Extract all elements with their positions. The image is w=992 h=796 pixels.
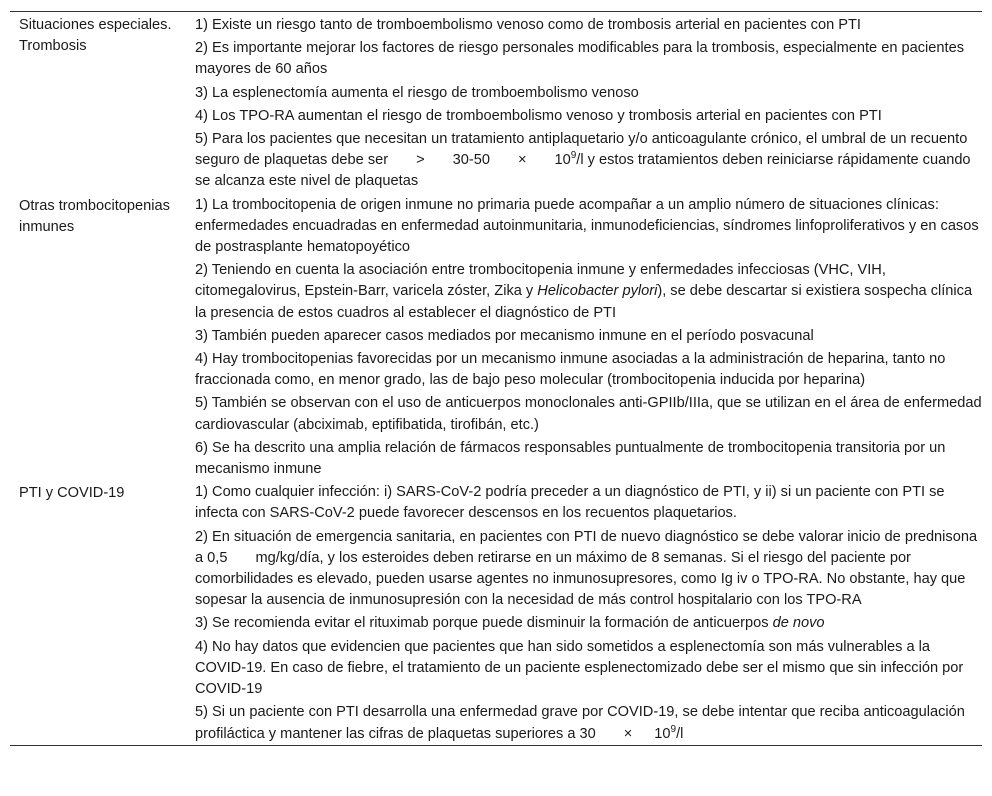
list-item: 3) La esplenectomía aumenta el riesgo de tromboembolismo venoso [195,84,639,101]
list-item: 4) No hay datos que evidencien que pacientes que han sido sometidos a esplenectomía son más vulnerables a la COVID-19. En caso de fiebre, el tratamiento de un paciente esplenectomizado debe ser el mismo que sin infección por COVID-19 [195,638,964,698]
item-text: 3) Se recomienda evitar el rituximab porque puede disminuir la formación de anticuerpos [195,615,769,632]
recommendations-table [10,11,982,746]
list-item: 6) Se ha descrito una amplia relación de fármacos responsables puntualmente de trombocitopenia transitoria por un mecanismo inmune [195,439,946,478]
item-text: 2) Teniendo en cuenta la asociación entre trombocitopenia inmune y enfermedades infecciosas (VHC, VIH, citomegalovirus, Epstein-Barr, varicela zóster, Zika y [195,262,886,300]
power-exponent: 9 [570,150,577,162]
section-label: Situaciones especiales. Trombosis [19,17,172,55]
power-exponent: 9 [670,723,677,735]
list-item [188,611,982,634]
table-row [10,12,982,37]
table-row [10,193,982,259]
italic-term: de novo [772,615,825,632]
item-text: /l [676,725,684,742]
section-label: PTI y COVID-19 [19,485,125,502]
greater-than-symbol: > [416,152,425,169]
item-text: 5) Para los pacientes que necesitan un tratamiento antiplaquetario y/o anticoagulante crónico, el umbral de un recuento seguro de plaquetas debe ser [195,131,968,169]
list-item: 1) Existe un riesgo tanto de tromboembolismo venoso como de trombosis arterial en pacientes con PTI [195,17,861,33]
list-item: 3) También pueden aparecer casos mediados por mecanismo inmune en el período posvacunal [195,327,814,344]
section-label: Otras trombocitopenias inmunes [19,197,170,235]
times-symbol: × [623,725,633,742]
list-item: 1) La trombocitopenia de origen inmune no primaria puede acompañar a un amplio número de situaciones clínicas: enfermedades encuadradas en enfermedad autoinmunitaria, inmunodeficiencias, síndromes linfoproliferativos y en casos de postrasplante hematopoyético [195,196,979,256]
list-item [188,700,982,745]
list-item: 4) Los TPO-RA aumentan el riesgo de tromboembolismo venoso y trombosis arterial en pacientes con PTI [195,107,882,124]
list-item [188,258,982,324]
list-item: 4) Hay trombocitopenias favorecidas por un mecanismo inmune asociadas a la administración de heparina, tanto no fraccionada como, en menor grado, las de bajo peso molecular (trombocitopenia inducida por heparina) [195,351,946,389]
item-text: ), se debe descartar si existiera sospecha clínica la presencia de estos cuadros al establecer el diagnóstico de PTI [195,283,973,321]
italic-term: Helicobacter pylori [537,283,658,300]
recommendations-table-wrapper [10,11,982,746]
list-item [188,525,982,612]
list-item [188,127,982,193]
range-value: 30-50 [452,152,490,169]
power-base: 10 [654,725,671,742]
item-text: 2) En situación de emergencia sanitaria, en pacientes con PTI de nuevo diagnóstico se debe valorar inicio de prednisona a 0,5 [195,528,978,566]
times-symbol: × [517,152,527,169]
item-text: /l y estos tratamientos deben reiniciarse rápidamente cuando se alcanza este nivel de plaquetas [195,152,971,190]
table-row [10,480,982,524]
list-item: 5) También se observan con el uso de anticuerpos monoclonales anti-GPIIb/IIIa, que se utilizan en el área de enfermedad cardiovascular (abciximab, eptifibatida, tirofibán, etc.) [195,395,982,433]
power-base: 10 [554,152,571,169]
list-item: 1) Como cualquier infección: i) SARS-CoV-2 podría preceder a un diagnóstico de PTI, y ii) si un paciente con PTI se infecta con SARS-CoV-2 puede favorecer descensos en los recuentos plaquetarios. [195,484,945,522]
list-item: 2) Es importante mejorar los factores de riesgo personales modificables para la trombosis, especialmente en pacientes mayores de 60 años [195,40,964,78]
item-text: 5) Si un paciente con PTI desarrolla una enfermedad grave por COVID-19, se debe intentar que reciba anticoagulación profiláctica y mantener las cifras de plaquetas superiores a 30 [195,704,965,742]
item-text: mg/kg/día, y los esteroides deben retirarse en un máximo de 8 semanas. Si el riesgo del paciente por comorbilidades es elevado, pueden usarse agentes no inmunosupresores, como Ig iv o TPO-RA. No obstante, hay que sopesar la ausencia de inmunosupresión con la necesidad de más control hospitalario con los TPO-RA [195,549,966,609]
